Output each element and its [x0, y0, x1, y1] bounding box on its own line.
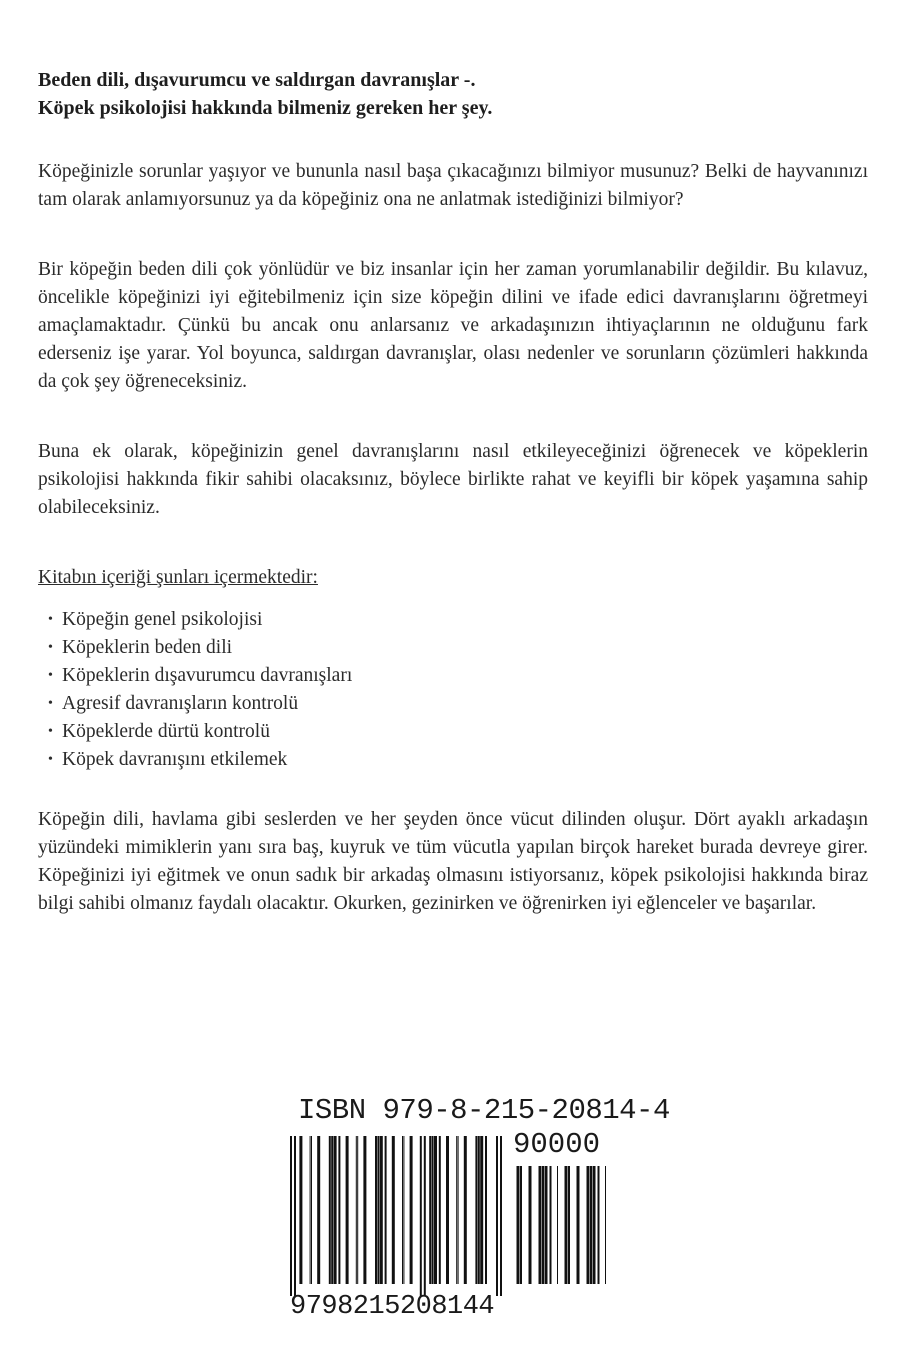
barcode-bar — [356, 1136, 357, 1284]
list-item: • Köpeğin genel psikolojisi — [48, 606, 352, 634]
barcode-bar — [294, 1136, 296, 1296]
barcode-bar — [357, 1136, 358, 1284]
contents-heading: Kitabın içeriği şunları içermektedir: — [38, 567, 318, 588]
isbn-barcode — [290, 1094, 670, 1330]
barcode-bar — [403, 1136, 404, 1284]
barcode-bar — [420, 1136, 422, 1296]
barcode-digits: 9798215208144 — [290, 1292, 495, 1322]
barcode-bar — [346, 1136, 349, 1284]
barcode-bar — [429, 1136, 431, 1284]
list-item: • Köpek davranışını etkilemek — [48, 746, 352, 774]
barcode-bar — [317, 1136, 320, 1284]
barcode-bar — [475, 1136, 477, 1284]
barcode-bar — [545, 1166, 548, 1284]
barcode-bar — [290, 1136, 292, 1296]
barcode-bar — [480, 1136, 483, 1284]
barcode-bar — [458, 1136, 459, 1284]
barcode-bar — [593, 1166, 596, 1284]
paragraph-body-language: Bir köpeğin beden dili çok yönlüdür ve biz insanlar için her zaman yorumlanabilir değildir. Bu kılavuz, öncelikle köpeğinizi iyi eğitebilmeniz için size köpeğin dilini ve ifade edici davranışlarını öğretmeyi amaçlamaktadır. Çünkü bu ancak onu anlarsanız ve arkadaşınızın ihtiyaçlarının ne olduğunu fark ederseniz işe yarar. Yol boyunca, saldırgan davranışlar, olası nedenler ve sorunların çözümleri hakkında da çok şey öğreneceksiniz. — [38, 259, 868, 392]
paragraph-closing: Köpeğin dili, havlama gibi seslerden ve her şeyden önce vücut dilinden oluşur. Dört ayaklı arkadaşın yüzündeki mimiklerin yanı sıra baş, kuyruk ve tüm vücutla yapılan birçok hareket burada devreye girer. Köpeğinizi iyi eğitmek ve onun sadık bir arkadaş olmasını istiyorsanız, köpek psikolojisi hakkında biraz bilgi sahibi olmanız faydalı olacaktır. Okurken, gezinirken ve öğrenirken iyi eğlenceler ve başarılar. — [38, 809, 868, 914]
barcode-bar — [557, 1166, 558, 1284]
title-line-1: Beden dili, dışavurumcu ve saldırgan davranışlar -. — [38, 69, 476, 91]
barcode-bar — [310, 1136, 311, 1284]
list-item: • Agresif davranışların kontrolü — [48, 690, 352, 718]
barcode-bar — [311, 1136, 312, 1284]
list-item: • Köpeklerin dışavurumcu davranışları — [48, 662, 352, 690]
barcode-bar — [587, 1166, 590, 1284]
barcode-bar — [598, 1166, 600, 1284]
barcode-bar — [380, 1136, 383, 1284]
barcode-bar — [565, 1166, 568, 1284]
barcode-bar — [410, 1136, 413, 1284]
barcode-bar — [605, 1166, 606, 1284]
barcode-bar — [363, 1136, 366, 1284]
list-item: • Köpeklerin beden dili — [48, 634, 352, 662]
paragraph-influence: Buna ek olarak, köpeğinizin genel davranışlarını nasıl etkileyeceğinizi öğrenecek ve köpeklerin psikolojisi hakkında fikir sahibi olacaksınız, böylece birlikte rahat ve keyifli bir köpek yaşamına sahip olabileceksiniz. — [38, 441, 868, 518]
barcode-bar — [590, 1166, 592, 1284]
barcode-bar — [334, 1136, 337, 1284]
barcode-bar — [375, 1136, 377, 1284]
barcode-bar — [439, 1136, 441, 1284]
contents-list — [48, 606, 352, 774]
barcode-bar — [485, 1136, 487, 1284]
barcode-bar — [402, 1136, 403, 1284]
barcode-bar — [568, 1166, 570, 1284]
barcode-bar — [496, 1136, 498, 1296]
title-line-2: Köpek psikolojisi hakkında bilmeniz gereken her şey. — [38, 97, 493, 119]
barcode-bar — [539, 1166, 542, 1284]
barcode-bar — [456, 1136, 457, 1284]
barcode-bar — [520, 1166, 522, 1284]
barcode-bar — [331, 1136, 333, 1284]
barcode-bar — [517, 1166, 520, 1284]
barcode-bar — [434, 1136, 437, 1284]
barcode-bar — [478, 1136, 480, 1284]
barcode-bar — [432, 1136, 434, 1284]
barcode-bar — [338, 1136, 340, 1284]
barcode-bar — [446, 1136, 449, 1284]
barcode-bar — [464, 1136, 467, 1284]
isbn-label: ISBN 979-8-215-20814-4 — [298, 1094, 670, 1127]
barcode-bar — [529, 1166, 532, 1284]
barcode-bar — [329, 1136, 331, 1284]
barcode-addon-number: 90000 — [513, 1128, 601, 1161]
barcode-bar — [299, 1136, 302, 1284]
barcode-bar — [550, 1166, 552, 1284]
barcode-bar — [385, 1136, 387, 1284]
barcode-bar — [500, 1136, 502, 1296]
barcode-bar — [424, 1136, 426, 1296]
list-item: • Köpeklerde dürtü kontrolü — [48, 718, 352, 746]
paragraph-intro: Köpeğinizle sorunlar yaşıyor ve bununla nasıl başa çıkacağınızı bilmiyor musunuz? Belki de hayvanınızı tam olarak anlamıyorsunuz ya da köpeğiniz ona ne anlatmak istediğinizi bilmiyor? — [38, 161, 868, 210]
back-cover-title — [38, 66, 868, 122]
barcode-bar — [542, 1166, 544, 1284]
barcode-bar — [377, 1136, 379, 1284]
barcode-bar — [577, 1166, 580, 1284]
barcode-bar — [392, 1136, 395, 1284]
